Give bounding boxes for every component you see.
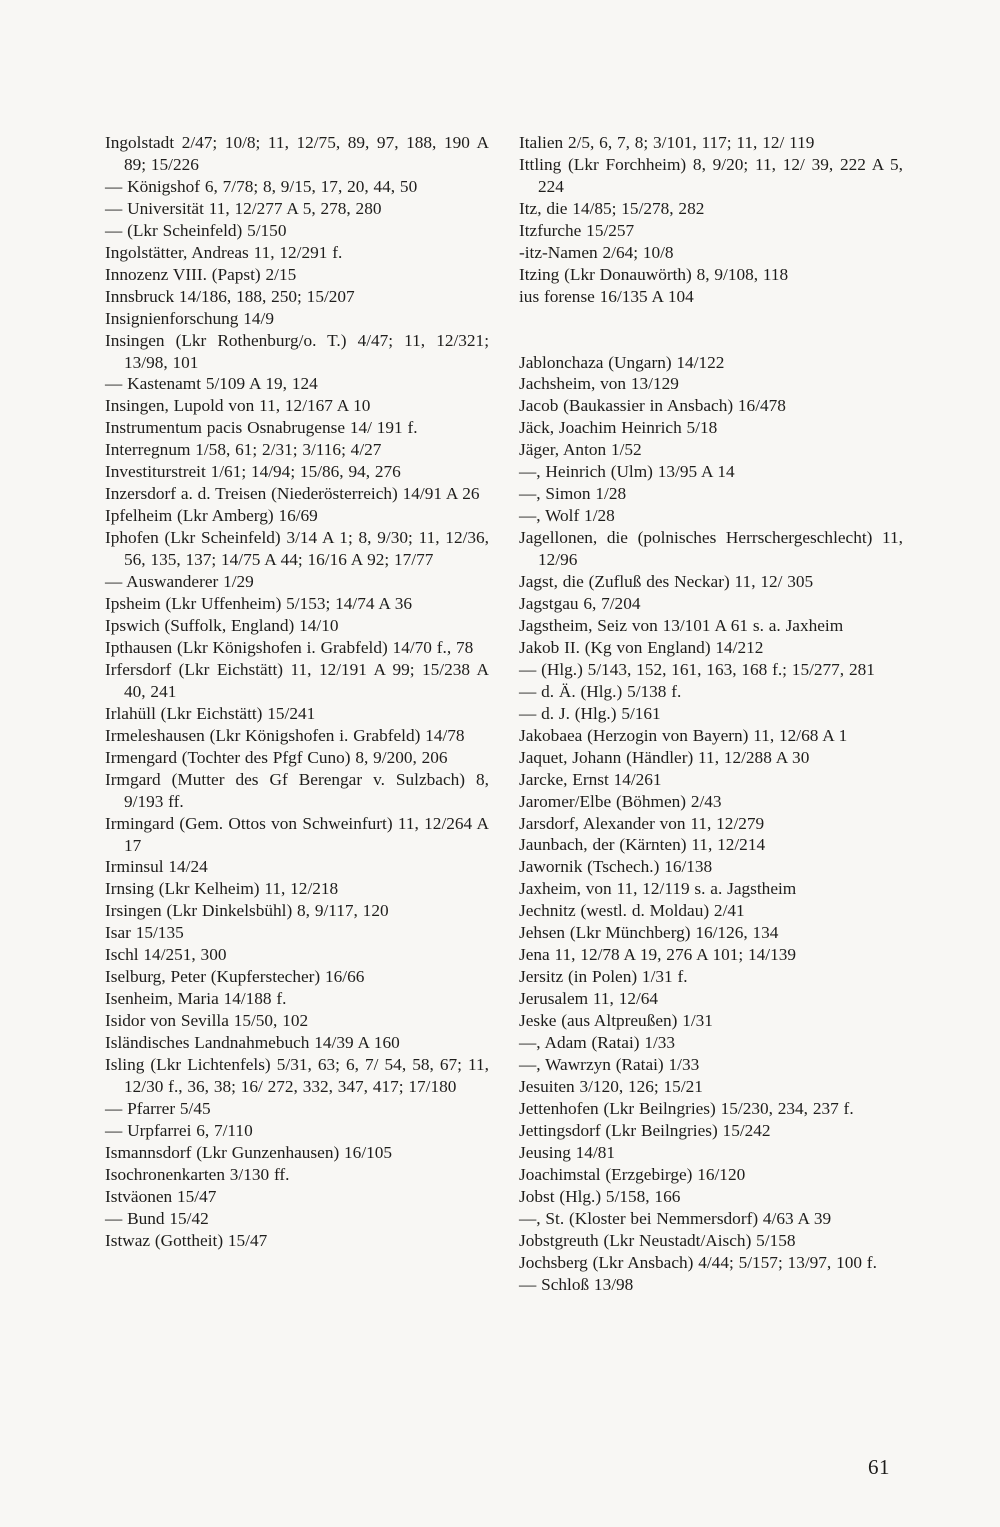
index-entry: Ischl 14/251, 300 <box>105 945 227 965</box>
index-entry: Jakobaea (Herzogin von Bayern) 11, 12/68 A 1 <box>519 725 848 745</box>
index-entry: Inzersdorf a. d. Treisen (Niederösterreich) 14/91 A 26 <box>105 484 480 504</box>
index-entry: Jäck, Joachim Heinrich 5/18 <box>519 418 718 438</box>
index-entry: Instrumentum pacis Osnabrugense 14/ 191 f. <box>105 418 418 438</box>
index-entry: Jochsberg (Lkr Ansbach) 4/44; 5/157; 13/97, 100 f. <box>519 1252 877 1272</box>
index-entry: — d. Ä. (Hlg.) 5/138 f. <box>519 681 682 701</box>
index-entry: Iphofen (Lkr Scheinfeld) 3/14 A 1; 8, 9/30; 11, 12/36, 56, 135, 137; 14/75 A 44; 16/16 A 92; 17/77 <box>105 528 489 570</box>
index-entry: Irmgard (Mutter des Gf Berengar v. Sulzbach) 8, 9/193 ff. <box>105 769 489 811</box>
index-entry: Joachimstal (Erzgebirge) 16/120 <box>519 1164 746 1184</box>
index-entry: Irmengard (Tochter des Pfgf Cuno) 8, 9/200, 206 <box>105 747 448 767</box>
index-entry: Itzfurche 15/257 <box>519 220 635 240</box>
index-entry: Ittling (Lkr Forchheim) 8, 9/20; 11, 12/ 39, 222 A 5, 224 <box>519 154 903 196</box>
index-entry: Irmingard (Gem. Ottos von Schweinfurt) 11, 12/264 A 17 <box>105 813 489 855</box>
index-entry: —, Wolf 1/28 <box>519 506 615 526</box>
index-entry: Jaxheim, von 11, 12/119 s. a. Jagstheim <box>519 879 797 899</box>
letter-group-gap <box>519 308 903 352</box>
index-entry: Isar 15/135 <box>105 923 184 943</box>
index-entry: Ipthausen (Lkr Königshofen i. Grabfeld) 14/70 f., 78 <box>105 637 474 657</box>
index-entry: Innsbruck 14/186, 188, 250; 15/207 <box>105 286 355 306</box>
index-entry: — (Hlg.) 5/143, 152, 161, 163, 168 f.; 15/277, 281 <box>519 659 875 679</box>
index-entry: Jagellonen, die (polnisches Herrschergeschlecht) 11, 12/96 <box>519 528 903 570</box>
index-entry: Jesuiten 3/120, 126; 15/21 <box>519 1076 703 1096</box>
index-entry: Ipsheim (Lkr Uffenheim) 5/153; 14/74 A 36 <box>105 594 412 614</box>
index-entry: Jäger, Anton 1/52 <box>519 440 642 460</box>
index-entry: Investiturstreit 1/61; 14/94; 15/86, 94, 276 <box>105 462 401 482</box>
index-entry: — Auswanderer 1/29 <box>105 572 254 592</box>
index-entry: — Universität 11, 12/277 A 5, 278, 280 <box>105 198 382 218</box>
index-entry: Interregnum 1/58, 61; 2/31; 3/116; 4/27 <box>105 440 382 460</box>
index-entry: — Bund 15/42 <box>105 1208 209 1228</box>
index-entry: Irnsing (Lkr Kelheim) 11, 12/218 <box>105 879 339 899</box>
index-entry: Jaunbach, der (Kärnten) 11, 12/214 <box>519 835 766 855</box>
index-entry: -itz-Namen 2/64; 10/8 <box>519 242 674 262</box>
index-entry: Innozenz VIII. (Papst) 2/15 <box>105 264 297 284</box>
index-entry: Jacob (Baukassier in Ansbach) 16/478 <box>519 396 786 416</box>
index-entry: —, Wawrzyn (Ratai) 1/33 <box>519 1055 700 1075</box>
index-column-left <box>105 132 489 1252</box>
index-entry: Isenheim, Maria 14/188 f. <box>105 989 287 1009</box>
index-entry: Irlahüll (Lkr Eichstätt) 15/241 <box>105 703 316 723</box>
index-entry: Jechnitz (westl. d. Moldau) 2/41 <box>519 901 745 921</box>
index-entry: Itzing (Lkr Donauwörth) 8, 9/108, 118 <box>519 264 789 284</box>
index-entry: Ipswich (Suffolk, England) 14/10 <box>105 615 339 635</box>
index-entry: Italien 2/5, 6, 7, 8; 3/101, 117; 11, 12/ 119 <box>519 133 815 152</box>
index-entry: Jobst (Hlg.) 5/158, 166 <box>519 1186 681 1206</box>
index-entry: Jeske (aus Altpreußen) 1/31 <box>519 1011 713 1031</box>
index-entry: Irfersdorf (Lkr Eichstätt) 11, 12/191 A 99; 15/238 A 40, 241 <box>105 659 489 701</box>
index-entry: Irminsul 14/24 <box>105 857 208 877</box>
index-entry: Iselburg, Peter (Kupferstecher) 16/66 <box>105 967 365 987</box>
index-entry: Jersitz (in Polen) 1/31 f. <box>519 967 688 987</box>
index-entry: Istväonen 15/47 <box>105 1186 217 1206</box>
index-entry: Isochronenkarten 3/130 ff. <box>105 1164 290 1184</box>
index-entry: Jawornik (Tschech.) 16/138 <box>519 857 713 877</box>
index-entry: Jablonchaza (Ungarn) 14/122 <box>519 352 725 372</box>
index-entry: Jeusing 14/81 <box>519 1142 616 1162</box>
index-entry: — (Lkr Scheinfeld) 5/150 <box>105 220 287 240</box>
index-entry: Isidor von Sevilla 15/50, 102 <box>105 1011 309 1031</box>
page-number: 61 <box>868 1455 890 1479</box>
index-entry: —, St. (Kloster bei Nemmersdorf) 4/63 A 39 <box>519 1208 832 1228</box>
index-entry: Jagst, die (Zufluß des Neckar) 11, 12/ 305 <box>519 572 814 592</box>
index-column-right <box>519 132 903 1296</box>
index-entry: Jobstgreuth (Lkr Neustadt/Aisch) 5/158 <box>519 1230 796 1250</box>
index-entry: — Kastenamt 5/109 A 19, 124 <box>105 374 318 394</box>
index-entry: — Urpfarrei 6, 7/110 <box>105 1120 253 1140</box>
index-entry: Jena 11, 12/78 A 19, 276 A 101; 14/139 <box>519 945 796 965</box>
index-entry: Jachsheim, von 13/129 <box>519 374 679 394</box>
index-entry: Irmeleshausen (Lkr Königshofen i. Grabfeld) 14/78 <box>105 725 465 745</box>
index-entry: Ingolstätter, Andreas 11, 12/291 f. <box>105 242 343 262</box>
index-entry: Jettingsdorf (Lkr Beilngries) 15/242 <box>519 1120 771 1140</box>
index-entry: Jettenhofen (Lkr Beilngries) 15/230, 234, 237 f. <box>519 1098 854 1118</box>
index-entry: —, Adam (Ratai) 1/33 <box>519 1033 676 1053</box>
index-entry: Jakob II. (Kg von England) 14/212 <box>519 637 764 657</box>
index-entry: — Königshof 6, 7/78; 8, 9/15, 17, 20, 44, 50 <box>105 176 418 196</box>
index-entry: —, Simon 1/28 <box>519 484 627 504</box>
index-entry: ius forense 16/135 A 104 <box>519 286 694 306</box>
index-entry: Ingolstadt 2/47; 10/8; 11, 12/75, 89, 97, 188, 190 A 89; 15/226 <box>105 133 489 174</box>
index-entry: Jarsdorf, Alexander von 11, 12/279 <box>519 813 765 833</box>
index-entry: — Schloß 13/98 <box>519 1274 634 1294</box>
index-entry: Itz, die 14/85; 15/278, 282 <box>519 198 705 218</box>
index-entry: Ismannsdorf (Lkr Gunzenhausen) 16/105 <box>105 1142 393 1162</box>
index-entry: Jaquet, Johann (Händler) 11, 12/288 A 30 <box>519 747 810 767</box>
index-entry: Irsingen (Lkr Dinkelsbühl) 8, 9/117, 120 <box>105 901 389 921</box>
index-entry: Isling (Lkr Lichtenfels) 5/31, 63; 6, 7/ 54, 58, 67; 11, 12/30 f., 36, 38; 16/ 272, 332, 347, 417; 17/180 <box>105 1055 489 1096</box>
index-entry: Istwaz (Gottheit) 15/47 <box>105 1230 268 1250</box>
index-entry: Jagstheim, Seiz von 13/101 A 61 s. a. Jaxheim <box>519 615 844 635</box>
index-entry: Jerusalem 11, 12/64 <box>519 989 659 1009</box>
index-entry: Jaromer/Elbe (Böhmen) 2/43 <box>519 791 722 811</box>
index-entry: Jehsen (Lkr Münchberg) 16/126, 134 <box>519 923 779 943</box>
index-entry: Ipfelheim (Lkr Amberg) 16/69 <box>105 506 318 526</box>
index-entry: Isländisches Landnahmebuch 14/39 A 160 <box>105 1033 400 1053</box>
index-entry: — Pfarrer 5/45 <box>105 1098 211 1118</box>
index-entry: Insignienforschung 14/9 <box>105 308 274 328</box>
index-entry: Jarcke, Ernst 14/261 <box>519 769 662 789</box>
index-entry: — d. J. (Hlg.) 5/161 <box>519 703 661 723</box>
index-entry: Jagstgau 6, 7/204 <box>519 594 641 613</box>
index-entry: —, Heinrich (Ulm) 13/95 A 14 <box>519 462 735 482</box>
index-entry: Insingen, Lupold von 11, 12/167 A 10 <box>105 396 371 416</box>
index-entry: Insingen (Lkr Rothenburg/o. T.) 4/47; 11, 12/321; 13/98, 101 <box>105 330 489 372</box>
